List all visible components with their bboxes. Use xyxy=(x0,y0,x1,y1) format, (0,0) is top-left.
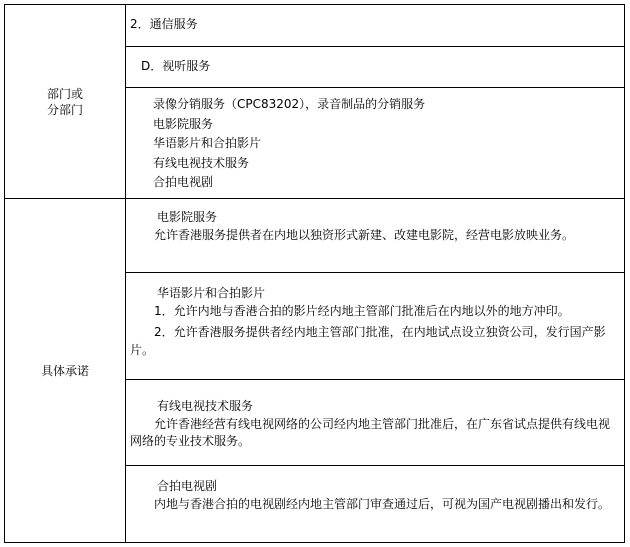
commitment-tv-drama xyxy=(126,478,624,513)
list-item: 电影院服务 xyxy=(153,116,214,131)
department-label-cell xyxy=(5,5,125,198)
commitment-title: 电影院服务 xyxy=(157,210,218,224)
list-item: 有线电视技术服务 xyxy=(153,155,250,170)
sector-item-d: D．视听服务 xyxy=(141,59,211,73)
commitment-paragraph: 允许香港服务提供者在内地以独资形式新建、改建电影院，经营电影放映业务。 xyxy=(154,227,575,242)
commitment-paragraph: 1．允许内地与香港合拍的影片经内地主管部门批准后在内地以外的地方冲印。 xyxy=(154,303,570,318)
department-label-line2: 分部门 xyxy=(46,102,83,117)
commitments-label-cell xyxy=(5,199,125,542)
department-label-line1: 部门或 xyxy=(46,86,83,101)
row-divider xyxy=(126,272,624,273)
sector-services-list xyxy=(126,95,624,193)
commitment-cinema xyxy=(126,209,624,244)
list-item: 合拍电视剧 xyxy=(153,175,214,189)
sector-row-2 xyxy=(126,16,624,34)
commitment-title: 合拍电视剧 xyxy=(157,479,218,493)
services-table xyxy=(4,4,625,543)
commitment-paragraph: 2．允许香港服务提供者经内地主管部门批准，在内地试点设立独资公司，发行国产影片。 xyxy=(130,325,606,357)
row-divider xyxy=(126,465,624,466)
list-item: 录像分销服务（CPC83202），录音制品的分销服务 xyxy=(153,97,426,111)
row-divider xyxy=(126,87,624,88)
sector-item-2: 2．通信服务 xyxy=(130,17,198,31)
commitment-paragraph: 内地与香港合拍的电视剧经内地主管部门审查通过后，可视为国产电视剧播出和发行。 xyxy=(154,496,611,511)
commitment-title: 华语影片和合拍影片 xyxy=(157,286,266,300)
row-divider xyxy=(126,379,624,380)
sector-row-d xyxy=(126,58,624,76)
list-item: 华语影片和合拍影片 xyxy=(153,136,262,150)
commitment-title: 有线电视技术服务 xyxy=(157,399,254,413)
commitments-label: 具体承诺 xyxy=(40,363,89,378)
row-divider xyxy=(126,46,624,47)
commitment-cable-tv xyxy=(126,398,624,451)
column-divider xyxy=(125,5,126,542)
commitment-films xyxy=(126,285,624,359)
commitment-paragraph: 允许香港经营有线电视网络的公司经内地主管部门批准后，在广东省试点提供有线电视网络的专业技术服务。 xyxy=(130,416,611,448)
